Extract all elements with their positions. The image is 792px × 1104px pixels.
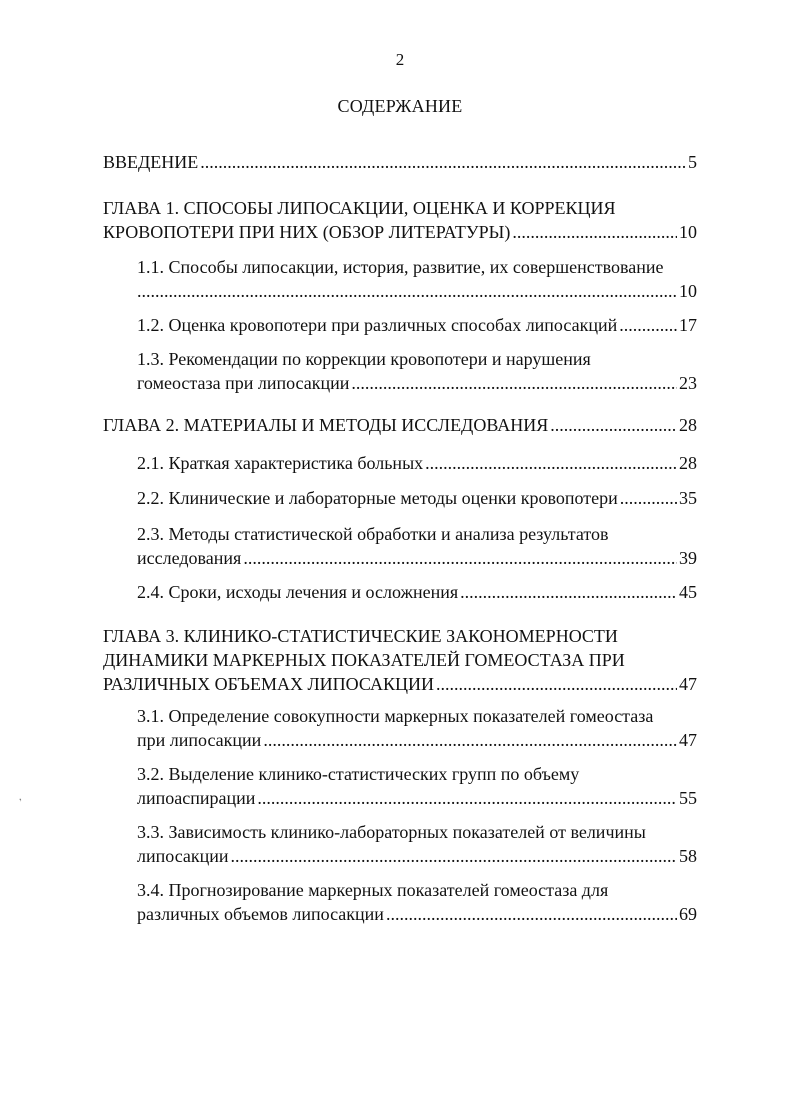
toc-entry-section-2-2[interactable] [137,486,697,510]
toc-entry-label: 2.2. Клинические и лабораторные методы оценки кровопотери [137,488,618,508]
toc-entry-intro[interactable] [103,150,697,174]
toc-entry-label: ГЛАВА 2. МАТЕРИАЛЫ И МЕТОДЫ ИССЛЕДОВАНИЯ [103,415,549,435]
toc-entry-label: 1.1. Способы липосакции, история, развитие, их совершенствование [137,257,664,277]
toc-page-number: 23 [679,373,697,393]
toc-page-number: 39 [679,548,697,568]
toc-entry-section-2-1[interactable] [137,451,697,475]
leader-dots [550,413,677,437]
toc-entry-section-2-3[interactable] [137,522,697,570]
toc-page-number: 58 [679,846,697,866]
toc-entry-section-3-1[interactable] [137,704,697,752]
toc-page-number: 45 [679,582,697,602]
leader-dots [425,451,677,475]
toc-entry-label: 1.3. Рекомендации по коррекции кровопотери и нарушения [137,349,591,369]
toc-entry-section-2-4[interactable] [137,580,697,604]
toc-entry-chapter-3[interactable] [103,624,697,696]
toc-entry-section-3-3[interactable] [137,820,697,868]
toc-page-number: 55 [679,788,697,808]
toc-page-number: 5 [688,152,697,172]
toc-entry-label: КРОВОПОТЕРИ ПРИ НИХ (ОБЗОР ЛИТЕРАТУРЫ) [103,222,511,242]
toc-page-number: 17 [679,315,697,335]
leader-dots [263,728,677,752]
toc-entry-label: 3.2. Выделение клинико-статистических групп по объему [137,764,580,784]
toc-entry-label: 2.1. Краткая характеристика больных [137,453,424,473]
toc-entry-label: исследования [137,548,242,568]
toc-entry-section-1-2[interactable] [137,313,697,337]
toc-entry-label: 2.3. Методы статистической обработки и анализа результатов [137,524,609,544]
leader-dots [351,371,677,395]
toc-entry-label: липоаспирации [137,788,256,808]
toc-page-number: 69 [679,904,697,924]
toc-entry-label: липосакции [137,846,229,866]
toc-entry-label: гомеостаза при липосакции [137,373,350,393]
toc-entry-label: 3.1. Определение совокупности маркерных показателей гомеостаза [137,706,654,726]
leader-dots [137,279,677,303]
toc-title: СОДЕРЖАНИЕ [337,96,463,116]
toc-entry-chapter-2[interactable] [103,413,697,437]
toc-page-number: 28 [679,453,697,473]
toc-page-number: 10 [679,222,697,242]
toc-entry-label: 1.2. Оценка кровопотери при различных способах липосакций [137,315,618,335]
leader-dots [386,902,677,926]
toc-entry-label: различных объемов липосакции [137,904,384,924]
toc-page-number: 10 [679,281,697,301]
toc-page-number: 47 [679,730,697,750]
toc-entry-label: при липосакции [137,730,262,750]
page-number: 2 [395,50,405,69]
leader-dots [436,672,677,696]
leader-dots [512,220,677,244]
toc-entry-label: 3.3. Зависимость клинико-лабораторных показателей от величины [137,822,646,842]
toc-entry-section-1-1[interactable] [137,255,697,303]
toc-page-number: 35 [679,488,697,508]
toc-entry-label: 2.4. Сроки, исходы лечения и осложнения [137,582,459,602]
leader-dots [200,150,686,174]
toc-entry-chapter-1[interactable] [103,196,697,244]
toc-entry-label: ГЛАВА 3. КЛИНИКО-СТАТИСТИЧЕСКИЕ ЗАКОНОМЕРНОСТИ [103,626,618,646]
toc-entry-label: 3.4. Прогнозирование маркерных показателей гомеостаза для [137,880,609,900]
leader-dots [243,546,677,570]
toc-entry-label: ВВЕДЕНИЕ [103,152,199,172]
toc-entry-section-1-3[interactable] [137,347,697,395]
leader-dots [619,313,677,337]
toc-entry-label: ДИНАМИКИ МАРКЕРНЫХ ПОКАЗАТЕЛЕЙ ГОМЕОСТАЗА ПРИ [103,650,625,670]
leader-dots [231,844,677,868]
toc-entry-section-3-2[interactable] [137,762,697,810]
toc-page-number: 47 [679,674,697,694]
leader-dots [620,486,677,510]
toc-entry-section-3-4[interactable] [137,878,697,926]
toc-entry-label: РАЗЛИЧНЫХ ОБЪЕМАХ ЛИПОСАКЦИИ [103,674,434,694]
leader-dots [460,580,677,604]
toc-entry-label: ГЛАВА 1. СПОСОБЫ ЛИПОСАКЦИИ, ОЦЕНКА И КОРРЕКЦИЯ [103,198,616,218]
toc-page-number: 28 [679,415,697,435]
leader-dots [257,786,677,810]
scan-margin-mark: , [15,792,24,803]
